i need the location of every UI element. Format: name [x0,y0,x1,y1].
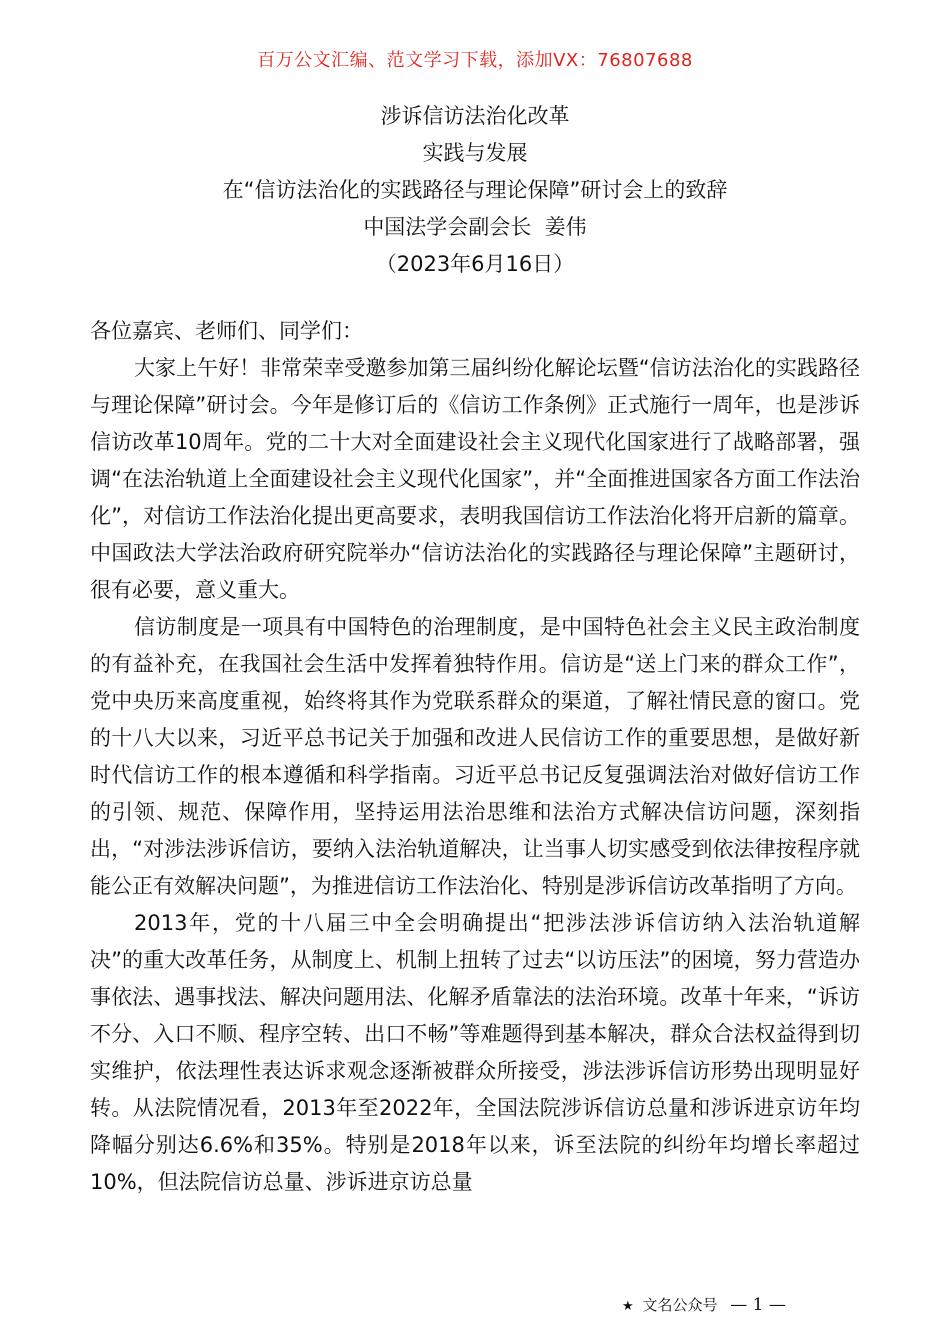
star-icon: ★ [622,1299,634,1314]
page-footer [622,1294,852,1315]
occasion-line: 在“信访法治化的实践路径与理论保障”研讨会上的致辞 [222,178,728,202]
salutation: 各位嘉宾、老师们、同学们： [90,319,363,343]
speaker-line: 中国法学会副会长 姜伟 [363,215,587,239]
date-line: （2023年6月16日） [375,252,575,276]
page-number: — 1 — [730,1295,786,1315]
paragraph: 大家上午好！非常荣幸受邀参加第三届纠纷化解论坛暨“信访法治化的实践路径与理论保障”研讨会。今年是修订后的《信访工作条例》正式施行一周年，也是涉诉信访改革10周年。党的二十大对全面建设社会主义现代化国家进行了战略部署，强调“在法治轨道上全面建设社会主义现代化国家”，并“全面推进国家各方面工作法治化”，对信访工作法治化提出更高要求，表明我国信访工作法治化将开启新的篇章。中国政法大学法治政府研究院举办“信访法治化的实践路径与理论保障”主题研讨，很有必要，意义重大。 [90,356,860,602]
title-block [0,98,950,283]
subtitle: 实践与发展 [422,141,528,165]
footer-source: 文名公众号 [642,1296,718,1314]
promo-banner: 百万公文汇编、范文学习下载，添加VX：76807688 [257,50,693,71]
main-title: 涉诉信访法治化改革 [380,104,570,128]
speech-body [90,313,860,1201]
paragraph: 2013年，党的十八届三中全会明确提出“把涉法涉诉信访纳入法治轨道解决”的重大改革任务，从制度上、机制上扭转了过去“以访压法”的困境，努力营造办事依法、遇事找法、解决问题用法、化解矛盾靠法的法治环境。改革十年来，“诉访不分、入口不顺、程序空转、出口不畅”等难题得到基本解决，群众合法权益得到切实维护，依法理性表达诉求观念逐渐被群众所接受，涉法涉诉信访形势出现明显好转。从法院情况看，2013年至2022年，全国法院涉诉信访总量和涉诉进京访年均降幅分别达6.6%和35%。特别是2018年以来，诉至法院的纠纷年均增长率超过10%，但法院信访总量、涉诉进京访总量 [90,911,860,1194]
paragraph: 信访制度是一项具有中国特色的治理制度，是中国特色社会主义民主政治制度的有益补充，在我国社会生活中发挥着独特作用。信访是“送上门来的群众工作”，党中央历来高度重视，始终将其作为党联系群众的渠道，了解社情民意的窗口。党的十八大以来，习近平总书记关于加强和改进人民信访工作的重要思想，是做好新时代信访工作的根本遵循和科学指南。习近平总书记反复强调法治对做好信访工作的引领、规范、保障作用，坚持运用法治思维和法治方式解决信访问题，深刻指出，“对涉法涉诉信访，要纳入法治轨道解决，让当事人切实感受到依法律按程序就能公正有效解决问题”，为推进信访工作法治化、特别是涉诉信访改革指明了方向。 [90,615,860,898]
